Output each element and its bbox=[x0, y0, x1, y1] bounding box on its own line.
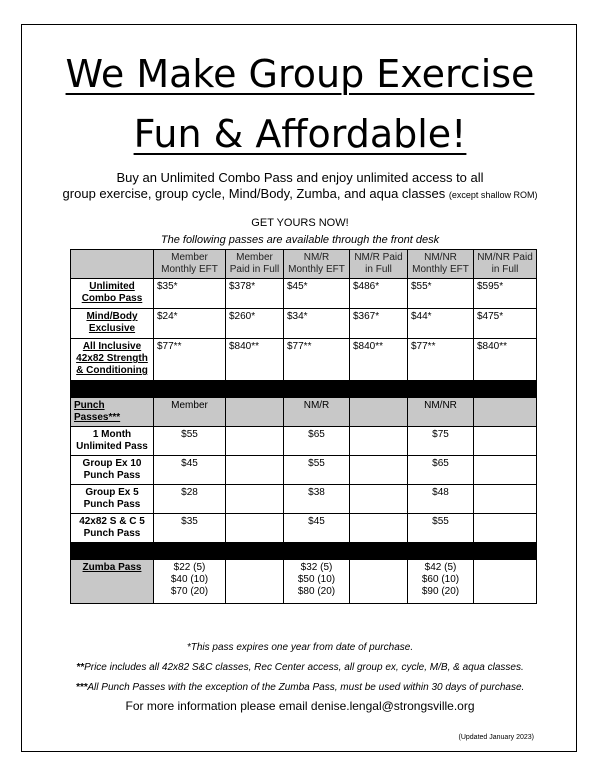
zumba-label: Zumba Pass bbox=[71, 560, 154, 604]
table-row bbox=[71, 456, 537, 485]
table-row bbox=[71, 560, 537, 604]
header-cell: NM/NR Paid in Full bbox=[474, 250, 537, 279]
header-cell: NM/NR Monthly EFT bbox=[408, 250, 474, 279]
price-cell: $55 bbox=[154, 427, 226, 456]
price-cell: $45 bbox=[284, 514, 350, 543]
punch-section-header bbox=[71, 398, 537, 427]
price-line: $22 (5) bbox=[173, 562, 206, 573]
price-cell: $260* bbox=[226, 309, 284, 339]
header-cell: NM/R Paid in Full bbox=[350, 250, 408, 279]
price-line: $42 (5) bbox=[424, 562, 457, 573]
punch-section-label: Punch Passes*** bbox=[71, 398, 154, 427]
price-line: $80 (20) bbox=[297, 586, 336, 597]
price-cell: $55 bbox=[284, 456, 350, 485]
zumba-member-prices bbox=[154, 560, 226, 604]
footnote-price-includes: **Price includes all 42x82 S&C classes, Rec Center access, all group ex, cycle, M/B, & aqua classes. bbox=[76, 662, 524, 673]
price-cell: $45* bbox=[284, 279, 350, 309]
price-cell: $38 bbox=[284, 485, 350, 514]
table-row bbox=[71, 514, 537, 543]
price-cell: $55* bbox=[408, 279, 474, 309]
price-cell: $48 bbox=[408, 485, 474, 514]
header-cell: Member Paid in Full bbox=[226, 250, 284, 279]
table-row bbox=[71, 279, 537, 309]
updated-date: (Updated January 2023) bbox=[458, 734, 534, 741]
price-cell: $595* bbox=[474, 279, 537, 309]
price-cell: $44* bbox=[408, 309, 474, 339]
zumba-nmnr-prices bbox=[408, 560, 474, 604]
table-row bbox=[71, 309, 537, 339]
price-cell: $367* bbox=[350, 309, 408, 339]
price-cell: $475* bbox=[474, 309, 537, 339]
price-line: $90 (20) bbox=[421, 586, 460, 597]
availability-note: The following passes are available through the front desk bbox=[160, 234, 440, 246]
price-cell: $45 bbox=[154, 456, 226, 485]
header-cell: Member Monthly EFT bbox=[154, 250, 226, 279]
pricing-table bbox=[70, 249, 537, 604]
price-cell: $55 bbox=[408, 514, 474, 543]
pass-label: Group Ex 10 Punch Pass bbox=[71, 456, 154, 485]
header-blank bbox=[71, 250, 154, 279]
price-line: $40 (10) bbox=[170, 574, 209, 585]
footnote-expiry: *This pass expires one year from date of purchase. bbox=[186, 642, 414, 653]
price-cell: $840** bbox=[226, 339, 284, 381]
price-cell: $75 bbox=[408, 427, 474, 456]
intro-text bbox=[0, 170, 600, 203]
footnote-punch-passes: ***All Punch Passes with the exception of the Zumba Pass, must be used within 30 days of purchase. bbox=[75, 682, 525, 693]
intro-note: (except shallow ROM) bbox=[448, 190, 538, 200]
get-yours-text: GET YOURS NOW! bbox=[251, 217, 349, 229]
price-cell: $486* bbox=[350, 279, 408, 309]
intro-line-2: group exercise, group cycle, Mind/Body, Zumba, and aqua classes (except shallow ROM) bbox=[62, 186, 538, 201]
price-line: $70 (20) bbox=[170, 586, 209, 597]
section-divider bbox=[71, 381, 537, 398]
pass-label: 1 Month Unlimited Pass bbox=[71, 427, 154, 456]
table-row bbox=[71, 427, 537, 456]
price-line: $32 (5) bbox=[300, 562, 333, 573]
contact-email-line: For more information please email denise.lengal@strongsville.org bbox=[125, 699, 475, 713]
price-cell: $77** bbox=[154, 339, 226, 381]
price-cell: $35* bbox=[154, 279, 226, 309]
table-row bbox=[71, 485, 537, 514]
price-cell: $28 bbox=[154, 485, 226, 514]
headline-line-2: Fun & Affordable! bbox=[133, 112, 467, 156]
pass-label: Group Ex 5 Punch Pass bbox=[71, 485, 154, 514]
price-cell: $378* bbox=[226, 279, 284, 309]
header-cell: NM/R Monthly EFT bbox=[284, 250, 350, 279]
price-line: $60 (10) bbox=[421, 574, 460, 585]
pass-label: 42x82 S & C 5 Punch Pass bbox=[71, 514, 154, 543]
headline-line-1: We Make Group Exercise bbox=[65, 52, 535, 96]
header-cell: NM/R bbox=[284, 398, 350, 427]
pass-label: All Inclusive 42x82 Strength & Conditioning bbox=[71, 339, 154, 381]
price-cell: $65 bbox=[408, 456, 474, 485]
price-cell: $34* bbox=[284, 309, 350, 339]
table-row bbox=[71, 339, 537, 381]
price-cell: $77** bbox=[284, 339, 350, 381]
header-cell: Member bbox=[154, 398, 226, 427]
pass-label: Unlimited Combo Pass bbox=[71, 279, 154, 309]
price-cell: $65 bbox=[284, 427, 350, 456]
pass-label: Mind/Body Exclusive bbox=[71, 309, 154, 339]
header-cell: NM/NR bbox=[408, 398, 474, 427]
price-cell: $840** bbox=[474, 339, 537, 381]
price-cell: $24* bbox=[154, 309, 226, 339]
price-line: $50 (10) bbox=[297, 574, 336, 585]
zumba-nmr-prices bbox=[284, 560, 350, 604]
table-header-row bbox=[71, 250, 537, 279]
intro-line-1: Buy an Unlimited Combo Pass and enjoy unlimited access to all bbox=[116, 170, 484, 185]
price-cell: $840** bbox=[350, 339, 408, 381]
price-cell: $77** bbox=[408, 339, 474, 381]
price-cell: $35 bbox=[154, 514, 226, 543]
section-divider bbox=[71, 543, 537, 560]
